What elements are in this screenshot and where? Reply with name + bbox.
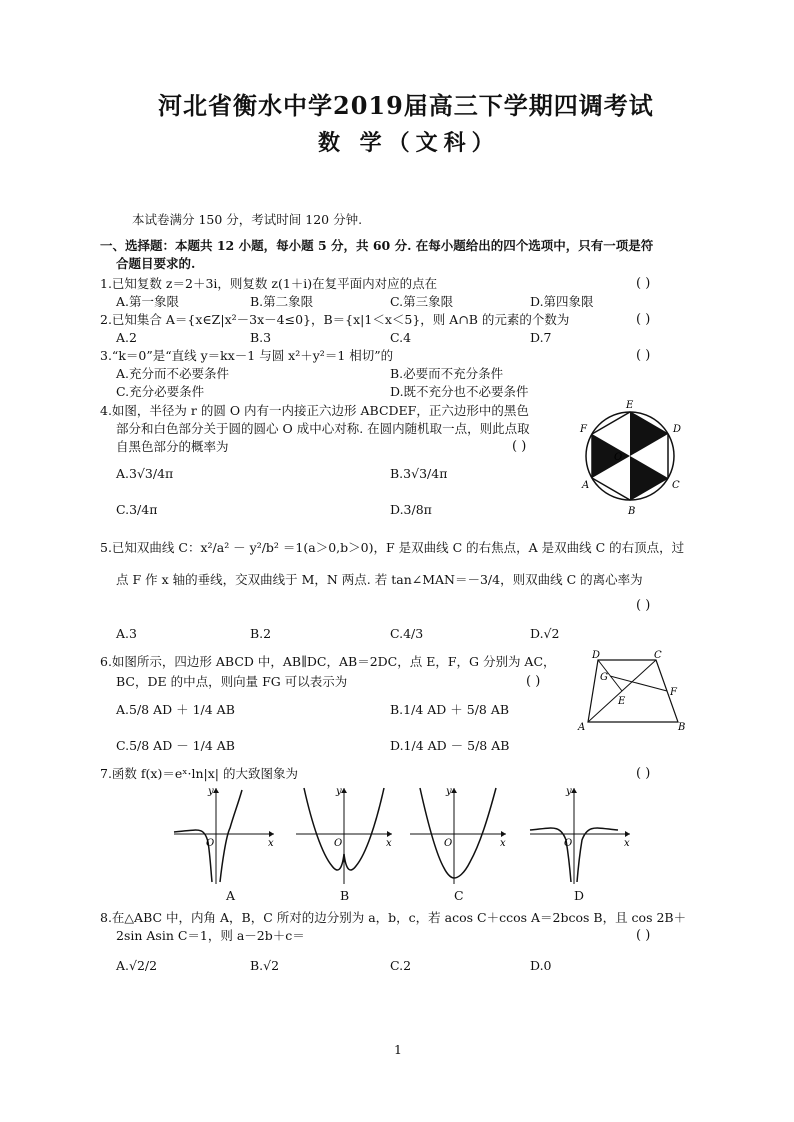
q6-stem-line2: BC，DE 的中点，则向量 FG 可以表示为: [116, 674, 348, 689]
hex-label-c: C: [672, 480, 680, 491]
graph-c-x: x: [500, 838, 506, 849]
q6-stem-line1: 6.如图所示，四边形 ABCD 中，AB∥DC，AB＝2DC，点 E，F，G 分别为 AC，: [100, 654, 556, 669]
q4-option-a: A.3√3/4π: [116, 466, 174, 481]
q8-stem-line1: 8.在△ABC 中，内角 A，B，C 所对的边分别为 a，b，c，若 acos C＋ccos A＝2bcos B，且 cos 2B＋: [100, 910, 687, 925]
q7-graph-b: [292, 784, 402, 886]
exam-instructions: 本试卷满分 150 分，考试时间 120 分钟.: [132, 212, 363, 227]
page-title: 河北省衡水中学2019届高三下学期四调考试: [158, 91, 654, 120]
q8-stem-line2: 2sin Asin C＝1，则 a－2b＋c＝: [116, 928, 305, 943]
q2-option-b: B.3: [250, 330, 272, 345]
q2-option-c: C.4: [390, 330, 412, 345]
q6-answer-paren: ( ): [526, 674, 541, 689]
q4-stem-line3: 自黑色部分的概率为: [116, 439, 229, 454]
q1-option-a: A.第一象限: [116, 294, 180, 309]
q5-stem-line1: 5.已知双曲线 C：x²/a² － y²/b² ＝1(a＞0,b＞0)，F 是双曲线 C 的右焦点，A 是双曲线 C 的右顶点，过: [100, 540, 685, 555]
q5-answer-paren: ( ): [636, 598, 651, 613]
q1-option-b: B.第二象限: [250, 294, 314, 309]
q1-answer-paren: ( ): [636, 276, 651, 291]
graph-d-o: O: [564, 838, 573, 849]
q5-option-b: B.2: [250, 626, 272, 641]
hex-label-a: A: [582, 480, 590, 491]
q5-option-c: C.4/3: [390, 626, 424, 641]
q4-stem-line2: 部分和白色部分关于圆的圆心 O 成中心对称. 在圆内随机取一点，则此点取: [116, 421, 530, 436]
graph-a-y: y: [208, 786, 214, 797]
trap-label-b: B: [678, 722, 686, 733]
q7-label-d: D: [574, 888, 585, 903]
section-heading-line2: 合题目要求的.: [116, 256, 196, 271]
q3-option-c: C.充分必要条件: [116, 384, 205, 399]
trap-label-f: F: [670, 687, 677, 698]
graph-a-x: x: [268, 838, 274, 849]
q2-answer-paren: ( ): [636, 312, 651, 327]
q7-graph-d: [526, 784, 636, 886]
hex-label-f: F: [580, 424, 587, 435]
graph-b-x: x: [386, 838, 392, 849]
trap-label-d: D: [592, 650, 601, 661]
q7-label-a: A: [226, 888, 236, 903]
graph-c-y: y: [446, 786, 452, 797]
q1-option-d: D.第四象限: [530, 294, 594, 309]
trapezoid-figure: [576, 648, 688, 734]
q6-option-c: C.5/8 AD － 1/4 AB: [116, 738, 235, 753]
q6-option-a: A.5/8 AD ＋ 1/4 AB: [116, 702, 235, 717]
q8-option-a: A.√2/2: [116, 958, 158, 973]
graph-c-o: O: [444, 838, 453, 849]
hex-label-b: B: [628, 506, 636, 517]
graph-b-y: y: [336, 786, 342, 797]
trap-label-g: G: [600, 672, 608, 683]
q5-option-d: D.√2: [530, 626, 560, 641]
q1-stem: 1.已知复数 z＝2＋3i，则复数 z(1＋i)在复平面内对应的点在: [100, 276, 438, 291]
page-number: 1: [394, 1042, 402, 1057]
q7-label-b: B: [340, 888, 350, 903]
q3-stem: 3.“k＝0”是“直线 y＝kx－1 与圆 x²＋y²＝1 相切”的: [100, 348, 394, 363]
trap-label-c: C: [654, 650, 662, 661]
q8-option-c: C.2: [390, 958, 412, 973]
q3-option-d: D.既不充分也不必要条件: [390, 384, 529, 399]
q8-option-b: B.√2: [250, 958, 280, 973]
q4-option-c: C.3/4π: [116, 502, 158, 517]
q3-option-b: B.必要而不充分条件: [390, 366, 504, 381]
q4-stem-line1: 4.如图，半径为 r 的圆 O 内有一内接正六边形 ABCDEF，正六边形中的黑色: [100, 403, 529, 418]
q2-option-a: A.2: [116, 330, 137, 345]
hex-label-d: D: [673, 424, 682, 435]
q7-graph-c: [406, 784, 516, 886]
trap-label-a: A: [578, 722, 586, 733]
q2-option-d: D.7: [530, 330, 552, 345]
q3-answer-paren: ( ): [636, 348, 651, 363]
q3-option-a: A.充分而不必要条件: [116, 366, 230, 381]
q4-option-b: B.3√3/4π: [390, 466, 448, 481]
q7-answer-paren: ( ): [636, 766, 651, 781]
graph-b-o: O: [334, 838, 343, 849]
hex-label-e: E: [626, 400, 634, 411]
graph-d-y: y: [566, 786, 572, 797]
q8-answer-paren: ( ): [636, 928, 651, 943]
q5-option-a: A.3: [116, 626, 137, 641]
trap-label-e: E: [618, 696, 626, 707]
q6-option-d: D.1/4 AD － 5/8 AB: [390, 738, 510, 753]
page-subtitle: 数 学（文科）: [318, 130, 500, 156]
section-heading-line1: 一、选择题：本题共 12 小题，每小题 5 分，共 60 分. 在每小题给出的四个选项中，只有一项是符: [100, 238, 654, 253]
q6-option-b: B.1/4 AD ＋ 5/8 AB: [390, 702, 510, 717]
q7-graph-a: [170, 784, 280, 886]
graph-a-o: O: [206, 838, 215, 849]
q5-stem-line2: 点 F 作 x 轴的垂线，交双曲线于 M，N 两点. 若 tan∠MAN＝－3/4，则双曲线 C 的离心率为: [116, 572, 643, 587]
graph-d-x: x: [624, 838, 630, 849]
hexagon-figure: [578, 398, 688, 518]
q7-stem: 7.函数 f(x)＝eˣ·ln|x| 的大致图象为: [100, 766, 298, 781]
q7-label-c: C: [454, 888, 464, 903]
q4-answer-paren: ( ): [512, 439, 527, 454]
q8-option-d: D.0: [530, 958, 552, 973]
hex-label-o: O: [614, 452, 623, 463]
q4-option-d: D.3/8π: [390, 502, 432, 517]
q2-stem: 2.已知集合 A＝{x∈Z|x²－3x－4≤0}，B＝{x|1＜x＜5}，则 A∩B 的元素的个数为: [100, 312, 570, 327]
q1-option-c: C.第三象限: [390, 294, 454, 309]
